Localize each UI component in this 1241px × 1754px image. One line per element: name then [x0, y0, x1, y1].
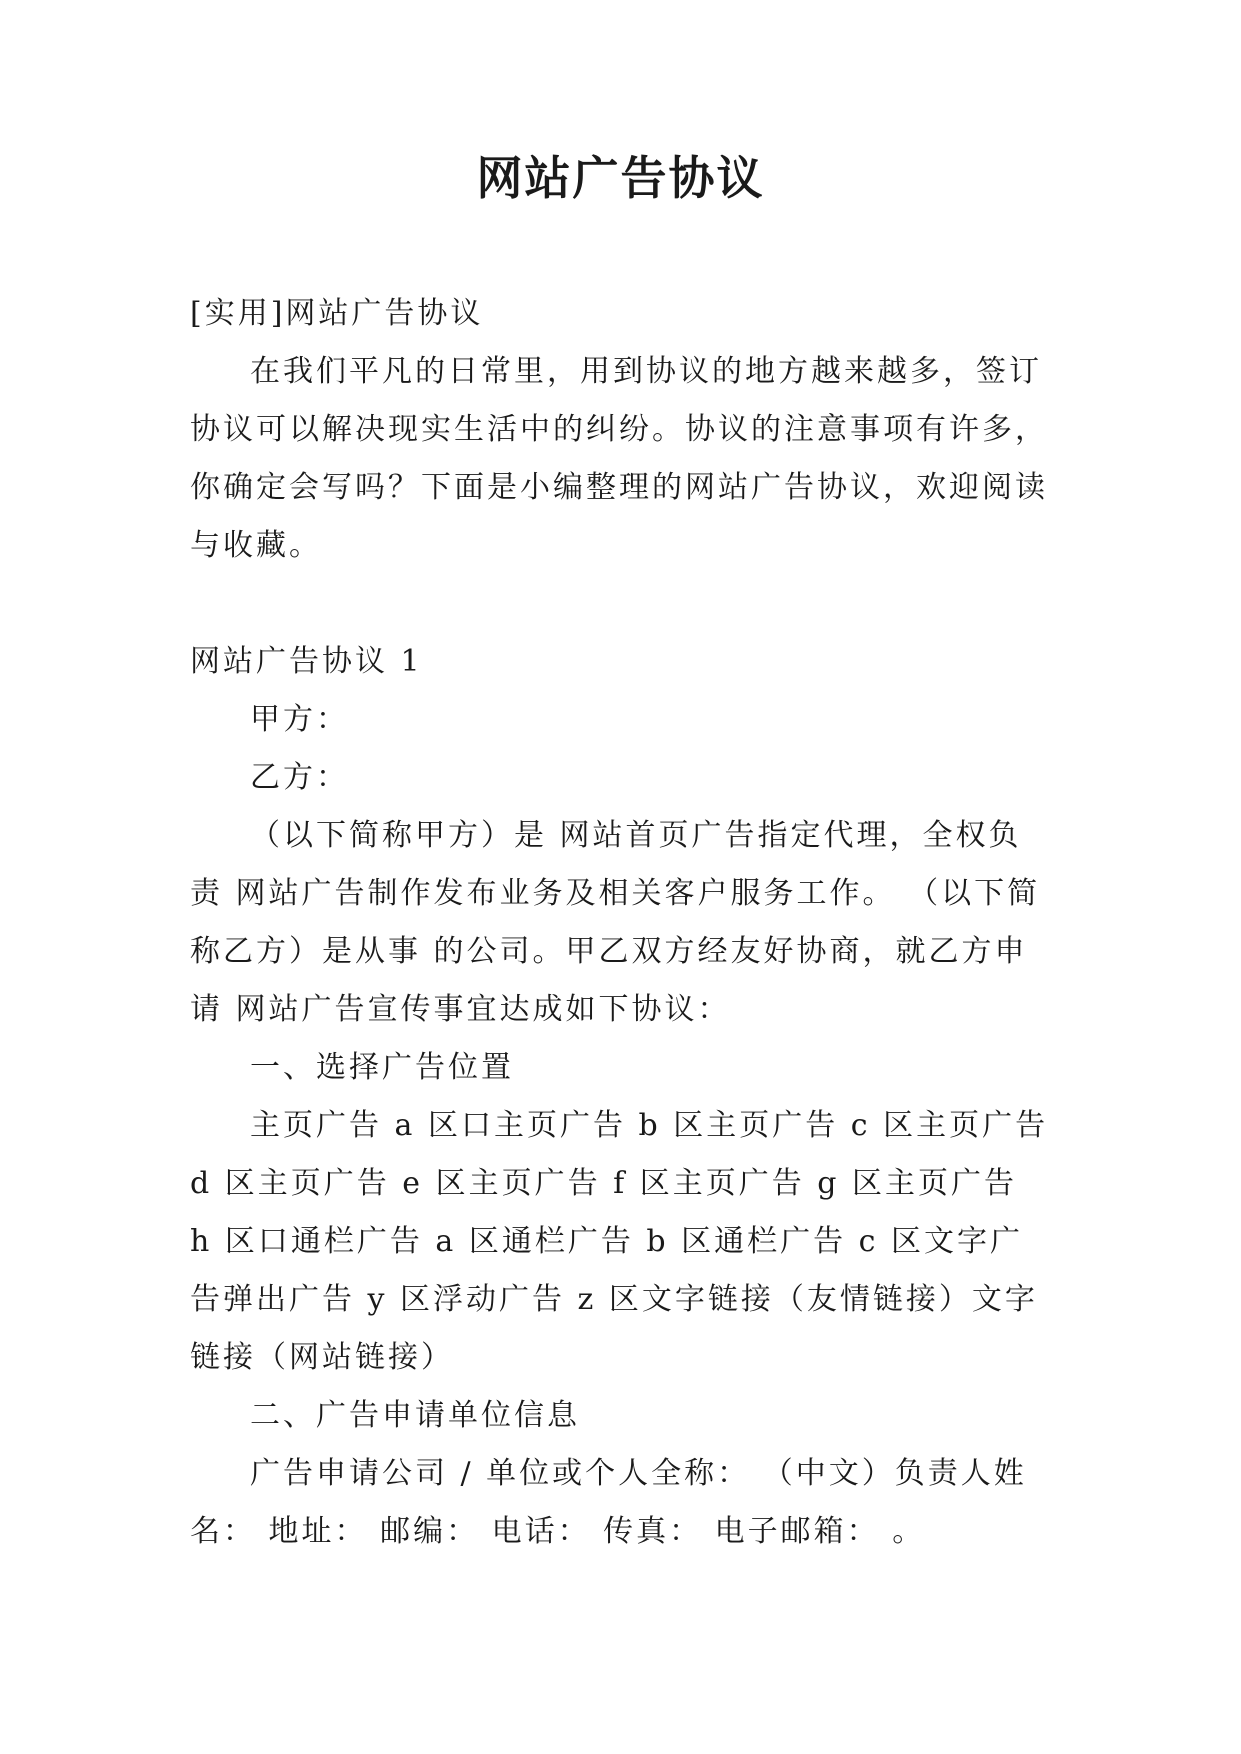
clause1-body: 主页广告 a 区口主页广告 b 区主页广告 c 区主页广告 d 区主页广告 e 区主页广告 f 区主页广告 g 区主页广告 h 区口通栏广告 a 区通栏广告 b 区通栏广告 c 区文字广告弹出广告 y 区浮动广告 z 区文字链接（友情链接）文字链接（网站链接）	[190, 1108, 1049, 1375]
intro-paragraph: 在我们平凡的日常里，用到协议的地方越来越多，签订协议可以解决现实生活中的纠纷。协议的注意事项有许多，你确定会写吗？下面是小编整理的网站广告协议，欢迎阅读与收藏。	[190, 354, 1048, 563]
section-heading: 网站广告协议 1	[190, 644, 423, 679]
document-subtitle: [实用]网站广告协议	[190, 296, 484, 331]
preamble-paragraph: （以下简称甲方）是 网站首页广告指定代理，全权负责 网站广告制作发布业务及相关客户服务工作。 （以下简称乙方）是从事 的公司。甲乙双方经友好协商，就乙方申请 网站广告宣传事宜达成如下协议：	[190, 818, 1041, 1027]
document-title: 网站广告协议	[476, 151, 765, 205]
party-b-line: 乙方：	[250, 760, 349, 795]
clause1-heading: 一、选择广告位置	[250, 1050, 514, 1085]
party-a-line: 甲方：	[250, 702, 349, 737]
clause2-heading: 二、广告申请单位信息	[250, 1398, 580, 1433]
document-body	[190, 285, 1050, 1561]
clause2-body: 广告申请公司 / 单位或个人全称： （中文）负责人姓名： 地址： 邮编： 电话： 传真： 电子邮箱： 。	[190, 1456, 1027, 1549]
